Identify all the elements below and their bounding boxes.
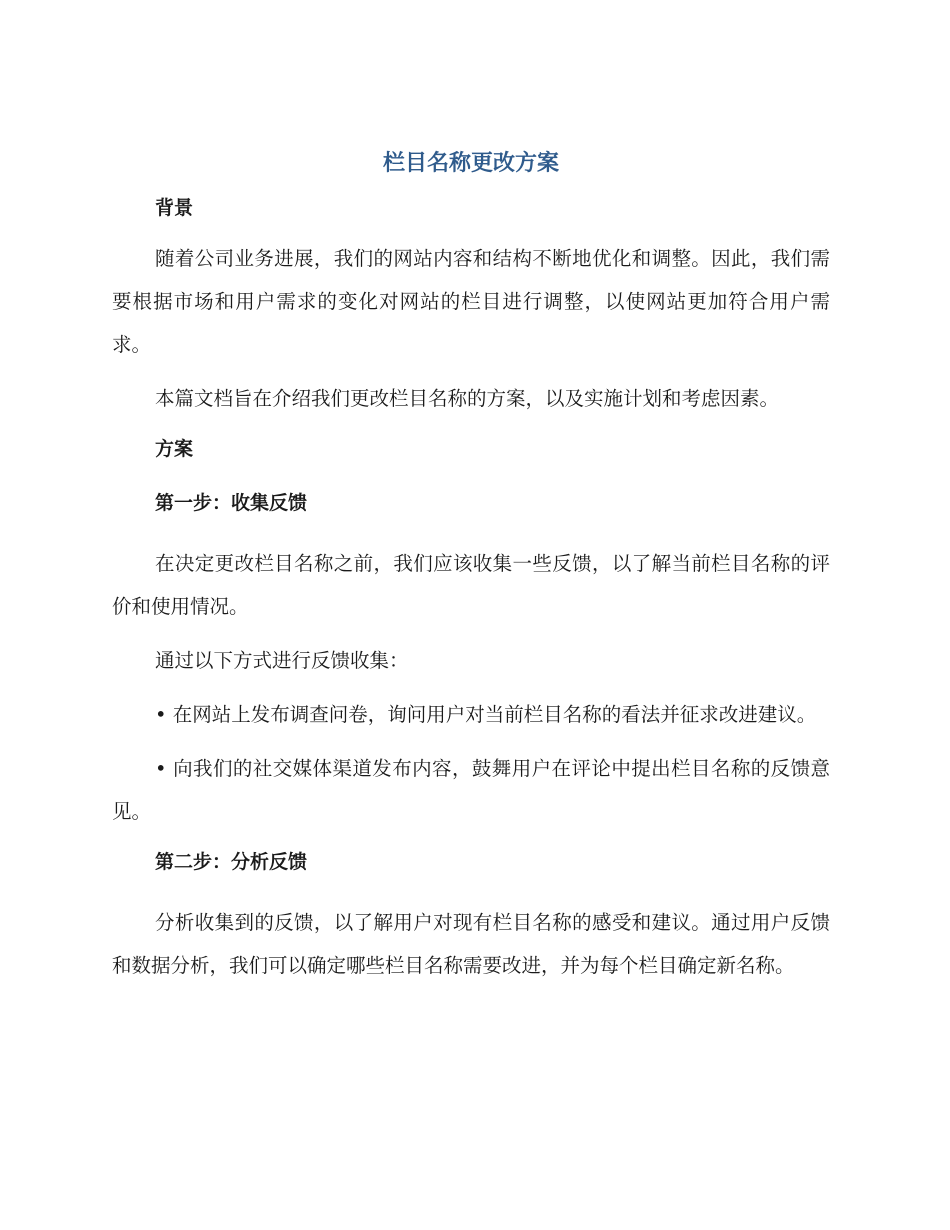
section-heading-background: 背景	[155, 197, 194, 219]
bullet-item-survey: • 在网站上发布调查问卷，询问用户对当前栏目名称的看法并征求改进建议。	[155, 703, 817, 726]
paragraph-step1-2: 通过以下方式进行反馈收集：	[155, 649, 409, 672]
step-heading-1: 第一步：收集反馈	[155, 492, 308, 514]
paragraph-background-2: 本篇文档旨在介绍我们更改栏目名称的方案，以及实施计划和考虑因素。	[155, 387, 780, 410]
step-heading-2: 第二步：分析反馈	[155, 851, 308, 873]
paragraph-background-1: 随着公司业务进展，我们的网站内容和结构不断地优化和调整。因此，我们需要根据市场和用户需求的变化对网站的栏目进行调整，以使网站更加符合用户需求。	[112, 247, 830, 356]
paragraph-step2-1: 分析收集到的反馈，以了解用户对现有栏目名称的感受和建议。通过用户反馈和数据分析，我们可以确定哪些栏目名称需要改进，并为每个栏目确定新名称。	[112, 911, 830, 977]
paragraph-step1-1: 在决定更改栏目名称之前，我们应该收集一些反馈，以了解当前栏目名称的评价和使用情况。	[112, 552, 830, 618]
document-page	[112, 145, 830, 998]
section-heading-plan: 方案	[155, 438, 194, 460]
bullet-item-social-media: • 向我们的社交媒体渠道发布内容，鼓舞用户在评论中提出栏目名称的反馈意见。	[112, 757, 830, 823]
document-title: 栏目名称更改方案	[382, 151, 559, 176]
